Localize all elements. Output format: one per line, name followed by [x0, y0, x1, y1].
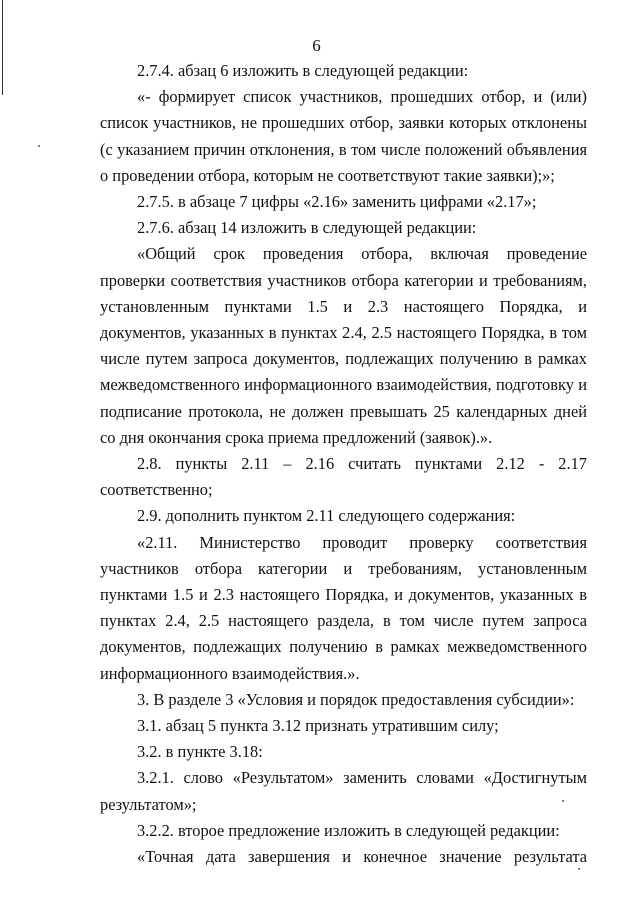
paragraph-2-9: 2.9. дополнить пунктом 2.11 следующего содержания:: [137, 506, 516, 526]
scan-speck: [578, 868, 580, 870]
paragraph-quote-2-11: «2.11. Министерство проводит проверку соответствия участников отбора категории и требованиям, установленным пунктами 1.5 и 2.3 настоящего Порядка, и документов, указанных в пунктах 2.4, 2.5 настоящего раздела, в том числе путем запроса документов, подлежащих получению в рамках межведомственного информационного взаимодействия.».: [100, 532, 587, 683]
paragraph-3: 3. В разделе 3 «Условия и порядок предоставления субсидии»:: [137, 689, 575, 709]
paragraph-quote-total-term: «Общий срок проведения отбора, включая проведение проверки соответствия участников отбора категории и требованиям, установленным пунктами 1.5 и 2.3 настоящего Порядка, и документов, указанных в пунктах 2.4, 2.5 настоящего Порядка, в том числе путем запроса документов, подлежащих получению в рамках межведомственного информационного взаимодействия, подготовку и подписание протокола, не должен превышать 25 календарных дней со дня окончания срока приема предложений (заявок).».: [100, 244, 587, 447]
paragraph-2-7-6: 2.7.6. абзац 14 изложить в следующей редакции:: [137, 218, 477, 238]
scan-speck: [562, 800, 564, 802]
paragraph-quote-exact-date: «Точная дата завершения и конечное значение результата: [137, 847, 587, 867]
document-body: [100, 58, 587, 870]
paragraph-3-2: 3.2. в пункте 3.18:: [137, 742, 263, 762]
paragraph-2-7-5: 2.7.5. в абзаце 7 цифры «2.16» заменить цифрами «2.17»;: [137, 192, 537, 212]
scan-speck: [38, 145, 40, 147]
paragraph-2-8: 2.8. пункты 2.11 – 2.16 считать пунктами 2.12 - 2.17 соответственно;: [100, 454, 587, 500]
paragraph-3-2-1: 3.2.1. слово «Результатом» заменить словами «Достигнутым результатом»;: [100, 768, 587, 814]
page-number: 6: [312, 36, 321, 55]
paragraph-2-7-4: 2.7.4. абзац 6 изложить в следующей редакции:: [137, 61, 469, 80]
paragraph-3-1: 3.1. абзац 5 пункта 3.12 признать утратившим силу;: [137, 716, 499, 736]
paragraph-quote-list-participants: «- формирует список участников, прошедших отбор, и (или) список участников, не прошедших отбор, заявки которых отклонены (с указанием причин отклонения, в том числе положений объявления о проведении отбора, которым не соответствуют такие заявки);»;: [100, 87, 587, 185]
paragraph-3-2-2: 3.2.2. второе предложение изложить в следующей редакции:: [137, 820, 560, 840]
